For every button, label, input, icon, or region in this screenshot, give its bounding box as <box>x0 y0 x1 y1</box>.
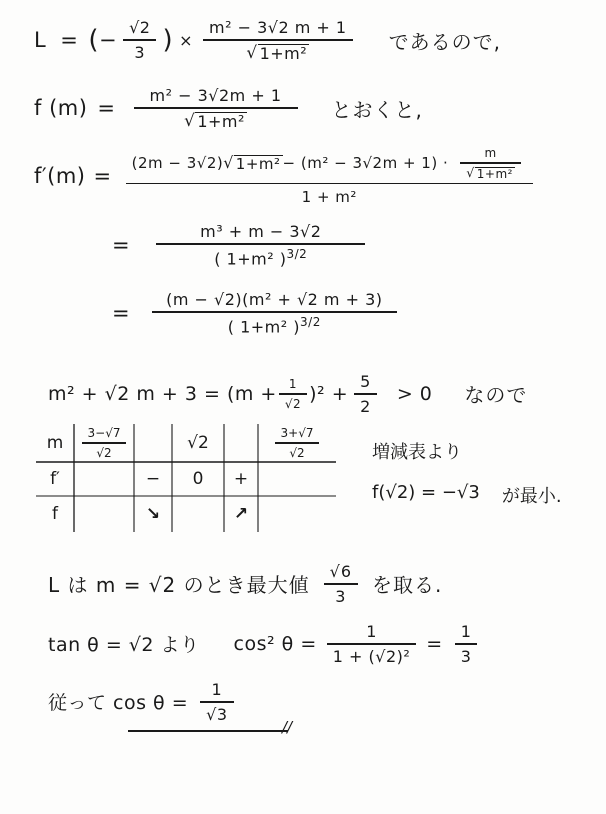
coef-numerator: √2 <box>129 18 151 38</box>
cos-fraction <box>200 680 233 724</box>
num-term-1: (2m − 3√2) <box>131 154 224 173</box>
side-note-minimum <box>372 482 562 508</box>
f-radicand: 1+m² <box>197 111 245 131</box>
equals-sign: = <box>60 28 79 53</box>
equation-simplified-1 <box>112 222 371 268</box>
quadratic-completion: m² + √2 m + 3 = (m + <box>48 382 277 405</box>
side-note-table: 増減表より <box>372 442 462 463</box>
simplified-numerator-1: m³ + m − 3√2 <box>200 222 322 241</box>
cos-sq-denominator: 1 + (√2)² <box>332 646 411 666</box>
f-numerator: m² − 3√2m + 1 <box>149 86 282 105</box>
derivative-fraction <box>126 146 533 206</box>
table-head-c1 <box>74 424 134 462</box>
equation-cos <box>48 680 240 724</box>
factored-numerator: (m − √2)(m² + √2 m + 3) <box>166 290 383 309</box>
table-head-c2: √2 <box>187 433 209 453</box>
main-fraction <box>203 18 353 62</box>
main-denominator: √ 1+m² <box>246 41 308 63</box>
equation-derivative <box>34 146 539 206</box>
table-sign-plus: + <box>233 469 249 489</box>
c1-denominator: √2 <box>96 445 112 460</box>
f-fraction <box>134 86 298 130</box>
equation-factored <box>112 290 403 336</box>
increasing-arrow-icon: ↗ <box>233 504 249 524</box>
equation-L <box>34 18 501 62</box>
den-base: ( 1+m² ) <box>214 248 287 268</box>
equals-sign: = <box>112 232 131 257</box>
denominator-radicand: 1+m² <box>259 43 308 63</box>
cos-squared-lhs: cos² θ = <box>233 632 317 655</box>
max-value-fraction <box>324 562 358 606</box>
comment-set-as: とおくと, <box>331 97 423 122</box>
conclusion-max <box>48 562 442 606</box>
max-statement: L は m = √2 のとき最大値 <box>48 573 310 598</box>
cos-squared-fraction <box>327 622 417 666</box>
inner-radicand: 1+m² <box>476 166 513 181</box>
third-denominator: 3 <box>460 646 472 666</box>
inner-denominator: √ 1+m² <box>466 164 513 181</box>
inner-fraction <box>460 146 521 181</box>
decreasing-arrow-icon: ↘ <box>145 504 161 524</box>
table-row-fprime-label: f′ <box>50 469 60 489</box>
factored-fraction <box>152 290 396 336</box>
square-plus: )² + <box>309 382 349 405</box>
equation-cos-squared <box>48 622 483 666</box>
equals-sign: = <box>426 632 443 655</box>
max-tail: を取る. <box>372 573 443 598</box>
max-denominator: 3 <box>335 586 347 606</box>
half-denominator: √2 <box>284 396 302 411</box>
symbol-L: L <box>34 28 47 53</box>
greater-than-zero: > 0 <box>396 382 433 405</box>
equals-sign: = <box>97 96 116 121</box>
c1-numerator: 3−√7 <box>87 426 121 441</box>
half-numerator: 1 <box>288 377 298 391</box>
one-third-fraction <box>455 622 478 666</box>
factored-denominator <box>222 313 327 336</box>
equals-sign: = <box>93 164 112 189</box>
table-row-f-label: f <box>52 504 58 524</box>
coef-denominator: 3 <box>134 42 146 62</box>
simplified-denominator-1 <box>208 245 313 268</box>
c3-numerator: 3+√7 <box>280 426 314 441</box>
c3-denominator: √2 <box>289 445 305 460</box>
f-denominator: √ 1+m² <box>184 109 245 131</box>
simplified-fraction-1 <box>156 222 365 268</box>
end-mark: // <box>282 718 293 736</box>
table-head-m: m <box>46 433 64 453</box>
table-head-c3 <box>258 424 336 462</box>
paren-close: ) <box>162 25 174 56</box>
max-numerator: √6 <box>329 562 353 581</box>
comment-therefore: であるので, <box>388 29 501 54</box>
min-value-expression: f(√2) = −√3 <box>372 482 480 503</box>
answer-underline <box>128 730 288 732</box>
num-radicand: 1+m² <box>235 154 281 173</box>
equation-f-definition <box>34 86 423 130</box>
den-exponent: 3/2 <box>286 246 308 261</box>
equals-sign: = <box>112 300 131 325</box>
table-sign-minus: − <box>145 469 161 489</box>
derivative-denominator: 1 + m² <box>301 188 357 207</box>
inner-half-fraction <box>279 377 307 411</box>
den-exponent: 3/2 <box>300 314 321 329</box>
coefficient-fraction <box>123 18 156 62</box>
minus-sign: − <box>98 28 118 53</box>
cos-sq-numerator: 1 <box>366 622 377 641</box>
equation-positive-quadratic <box>48 372 527 416</box>
paren-open: ( <box>88 25 99 56</box>
five-halves-fraction <box>354 372 377 416</box>
inner-numerator: m <box>484 146 497 160</box>
den-base: ( 1+m² ) <box>227 316 301 336</box>
num-term-2: − (m² − 3√2m + 1) · <box>282 154 449 173</box>
two-denominator: 2 <box>360 396 371 416</box>
tan-statement: tan θ = √2 より <box>48 634 200 657</box>
cos-denominator: √3 <box>206 704 228 724</box>
min-value-comment: が最小. <box>501 486 562 507</box>
function-f: f (m) <box>34 96 88 121</box>
main-numerator: m² − 3√2 m + 1 <box>209 18 347 37</box>
table-sign-zero: 0 <box>192 469 204 489</box>
third-numerator: 1 <box>460 622 472 641</box>
variation-table <box>36 424 336 532</box>
cos-numerator: 1 <box>211 680 223 699</box>
cos-statement: 従って cos θ = <box>48 692 189 715</box>
derivative-f: f′(m) <box>34 164 86 189</box>
times-sign: × <box>179 30 194 50</box>
derivative-numerator: (2m − 3√2) √ 1+m² − (m² − 3√2m + 1) · m √ 1+m² <box>126 146 533 183</box>
five-numerator: 5 <box>360 372 371 391</box>
comment-since: なので <box>464 383 528 408</box>
